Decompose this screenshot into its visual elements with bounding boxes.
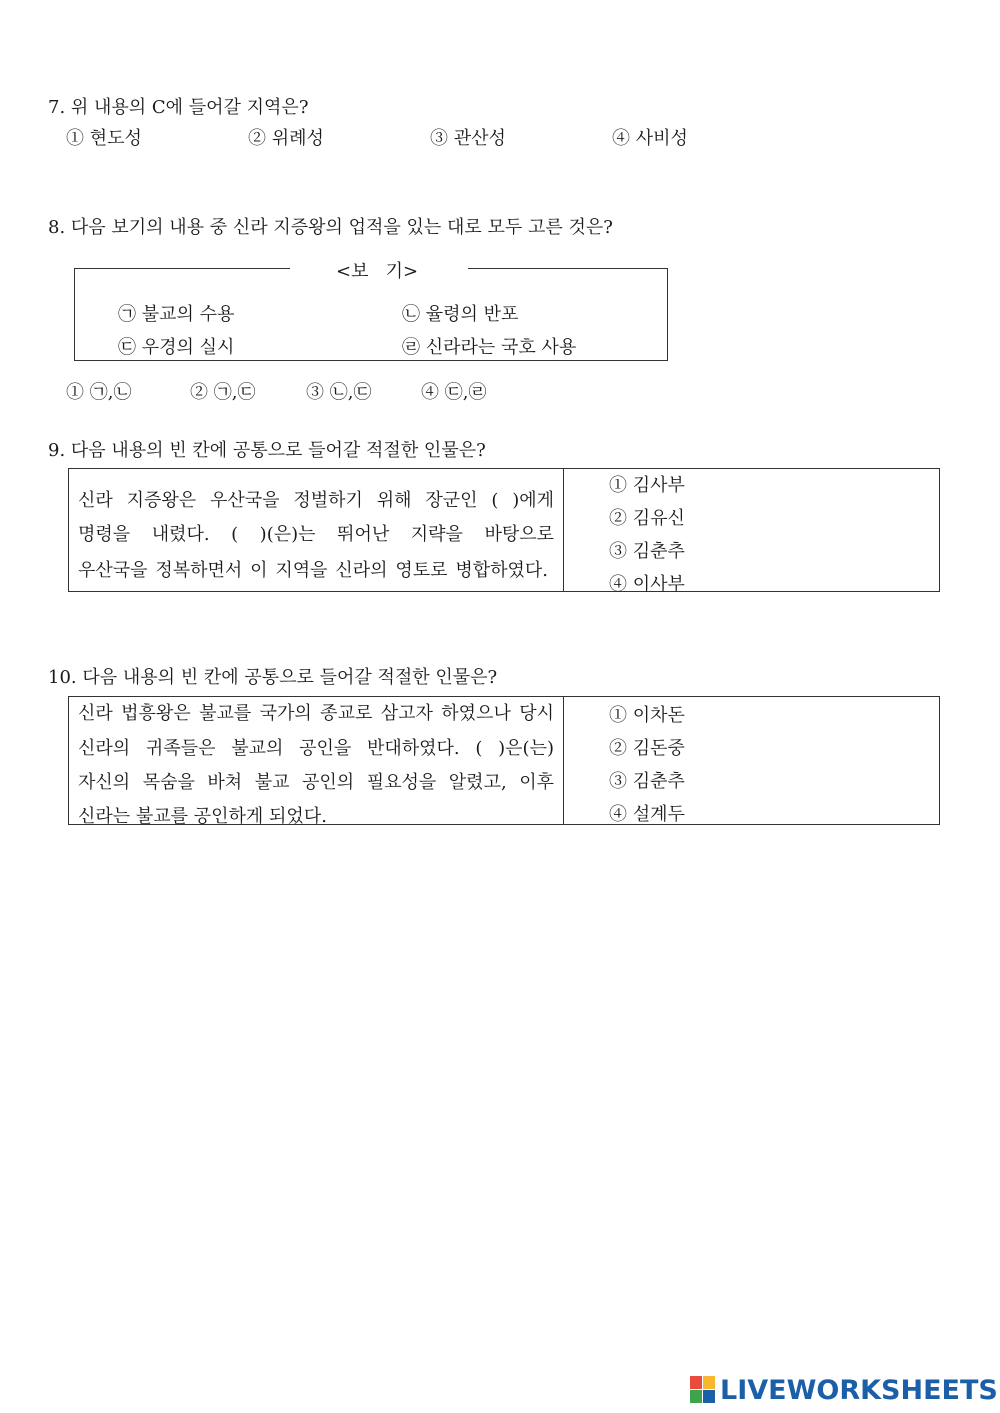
question-9-choice-3[interactable]: ③ 김춘추: [609, 541, 685, 562]
question-10-choice-1[interactable]: ① 이차돈: [609, 705, 685, 726]
bogi-box-top-right-border: [468, 268, 668, 269]
question-10-text-line-1: 신라 법흥왕은 불교를 국가의 종교로 삼고자 하였으나 당시: [78, 703, 554, 724]
question-10-divider: [563, 697, 564, 824]
question-9-text-line-1: 신라 지증왕은 우산국을 정벌하기 위해 장군인 ( )에게: [78, 490, 554, 511]
question-10-choice-3[interactable]: ③ 김춘추: [609, 771, 685, 792]
question-9-choice-1[interactable]: ① 김사부: [609, 475, 685, 496]
bogi-item-b: ㉡ 율령의 반포: [402, 304, 519, 325]
question-10-choice-4[interactable]: ④ 설계두: [609, 804, 685, 825]
question-10-choice-2[interactable]: ② 김돈중: [609, 738, 685, 759]
question-9-divider: [563, 469, 564, 591]
question-8-option-2[interactable]: ② ㉠,㉢: [190, 382, 256, 403]
bogi-item-c: ㉢ 우경의 실시: [118, 337, 235, 358]
question-8-option-4[interactable]: ④ ㉢,㉣: [421, 382, 487, 403]
question-10-text-line-3: 자신의 목숨을 바쳐 불교 공인의 필요성을 알렸고, 이후: [78, 772, 554, 793]
bogi-item-d: ㉣ 신라라는 국호 사용: [402, 337, 577, 358]
question-8-title: 8. 다음 보기의 내용 중 신라 지증왕의 업적을 있는 대로 모두 고른 것은?: [48, 217, 613, 238]
question-8-option-1[interactable]: ① ㉠,㉡: [66, 382, 132, 403]
question-7-option-4[interactable]: ④ 사비성: [612, 128, 688, 149]
question-8-option-3[interactable]: ③ ㉡,㉢: [306, 382, 372, 403]
bogi-label: <보 기>: [336, 261, 419, 282]
bogi-box-top-left-border: [74, 268, 290, 269]
question-9-text-line-2: 명령을 내렸다. ( )(은)는 뛰어난 지략을 바탕으로: [78, 524, 554, 545]
question-7-option-2[interactable]: ② 위례성: [248, 128, 324, 149]
question-10-text-line-2: 신라의 귀족들은 불교의 공인을 반대하였다. ( )은(는): [78, 738, 554, 759]
question-10-title: 10. 다음 내용의 빈 칸에 공통으로 들어갈 적절한 인물은?: [48, 667, 498, 688]
question-9-title: 9. 다음 내용의 빈 칸에 공통으로 들어갈 적절한 인물은?: [48, 440, 486, 461]
question-9-choice-2[interactable]: ② 김유신: [609, 508, 685, 529]
question-10-text-line-4: 신라는 불교를 공인하게 되었다.: [78, 806, 327, 827]
question-7-option-1[interactable]: ① 현도성: [66, 128, 142, 149]
question-7-title: 7. 위 내용의 C에 들어갈 지역은?: [48, 97, 309, 118]
bogi-item-a: ㉠ 불교의 수용: [118, 304, 235, 325]
question-9-choice-4[interactable]: ④ 이사부: [609, 574, 685, 595]
question-9-text-line-3: 우산국을 정복하면서 이 지역을 신라의 영토로 병합하였다.: [78, 560, 548, 581]
liveworksheets-logo-icon: [690, 1376, 716, 1404]
liveworksheets-logo: [690, 1372, 998, 1408]
liveworksheets-logo-text: LIVEWORKSHEETS: [720, 1374, 998, 1406]
question-7-option-3[interactable]: ③ 관산성: [430, 128, 506, 149]
